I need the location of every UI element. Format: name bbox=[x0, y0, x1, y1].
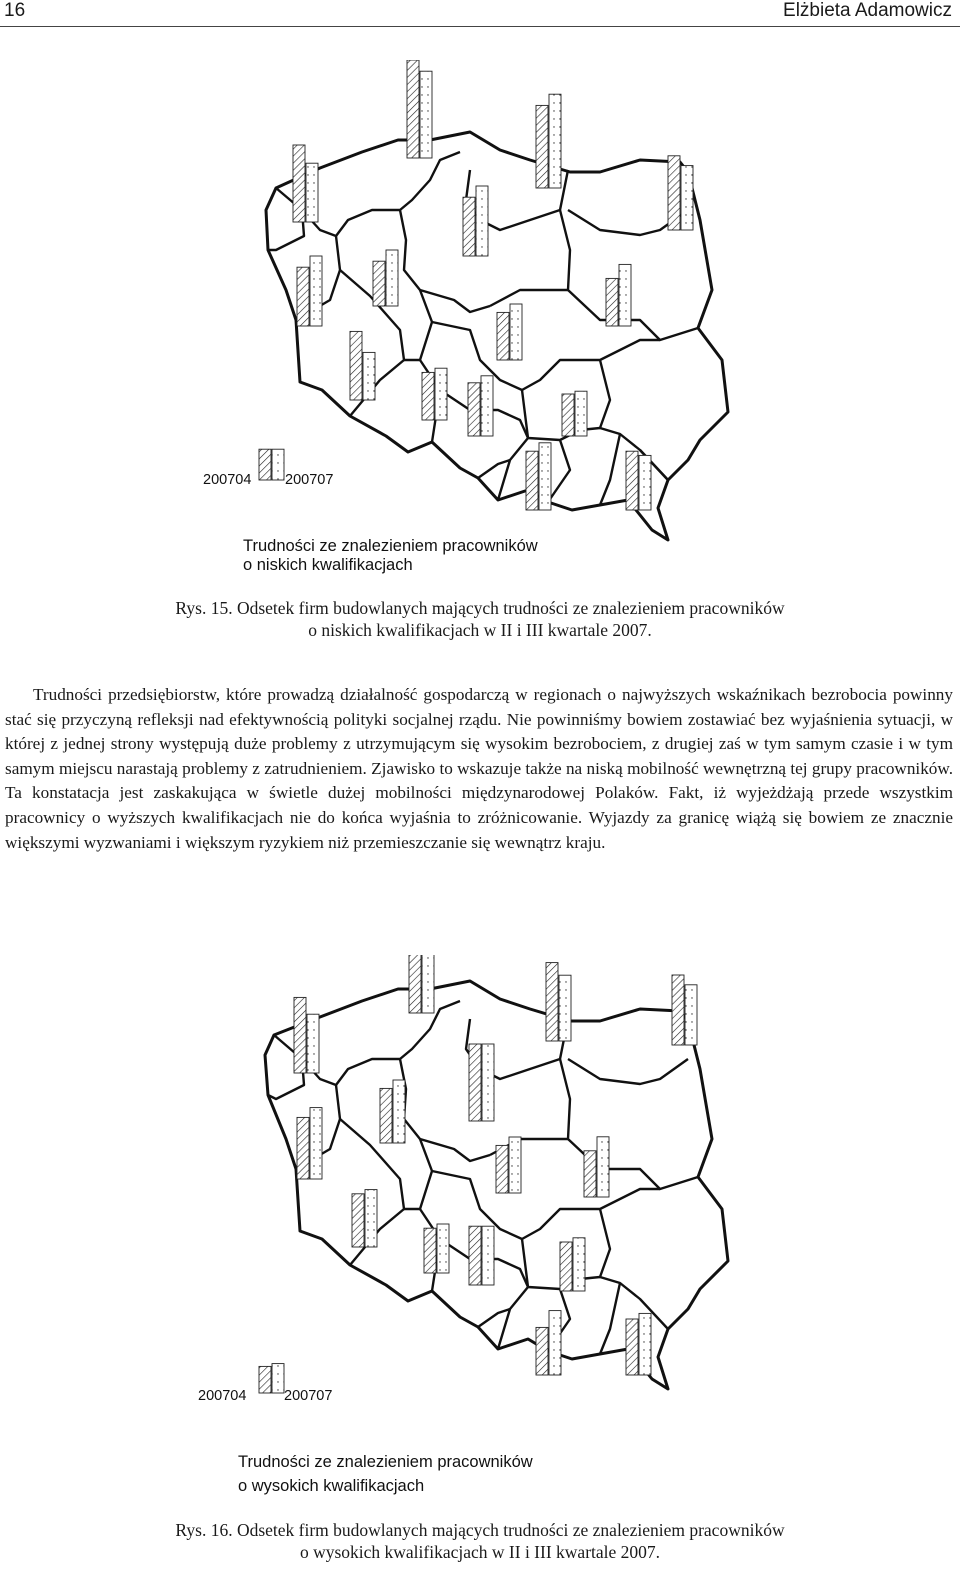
region-bars-6 bbox=[606, 264, 631, 326]
bar-200707 bbox=[597, 1137, 609, 1197]
bar-200704 bbox=[626, 451, 638, 510]
region-bars-2 bbox=[409, 955, 434, 1013]
bar-200704 bbox=[526, 451, 538, 510]
bar-200704 bbox=[606, 278, 618, 326]
bar-200707 bbox=[639, 455, 651, 510]
bar-200707 bbox=[272, 449, 284, 480]
region-bars-16 bbox=[259, 1364, 284, 1393]
region-bars-16 bbox=[259, 449, 284, 480]
bar-200704 bbox=[562, 394, 574, 436]
bar-200707 bbox=[482, 1226, 494, 1285]
bar-200704 bbox=[352, 1194, 364, 1247]
running-head-author: Elżbieta Adamowicz bbox=[783, 0, 952, 21]
region-bars-9 bbox=[352, 1190, 377, 1247]
map-title-line-1: Trudności ze znalezieniem pracowników bbox=[238, 1453, 533, 1471]
bar-200707 bbox=[306, 163, 318, 222]
region-bars-4 bbox=[380, 1080, 405, 1143]
legend-label-200704: 200704 bbox=[198, 1388, 247, 1404]
bar-200707 bbox=[481, 376, 493, 436]
bar-200707 bbox=[549, 94, 561, 188]
region-bars-4 bbox=[373, 250, 398, 306]
bar-200704 bbox=[497, 312, 509, 360]
region-bars-13 bbox=[562, 391, 587, 436]
bar-200704 bbox=[293, 145, 305, 222]
bar-200704 bbox=[294, 997, 306, 1073]
bar-200704 bbox=[350, 331, 362, 400]
figure-15-caption bbox=[0, 597, 960, 641]
bar-200707 bbox=[549, 1311, 561, 1375]
bar-200707 bbox=[420, 71, 432, 158]
bar-200707 bbox=[685, 985, 697, 1045]
bar-200707 bbox=[310, 256, 322, 326]
bar-200707 bbox=[435, 368, 447, 420]
bar-200707 bbox=[476, 186, 488, 256]
region-bars-8 bbox=[297, 1108, 322, 1179]
bar-200704 bbox=[259, 1366, 271, 1393]
bar-200704 bbox=[297, 267, 309, 326]
bar-200707 bbox=[272, 1364, 284, 1393]
region-bars-14 bbox=[536, 1311, 561, 1375]
region-bars-8 bbox=[297, 256, 322, 326]
map-legend bbox=[198, 1388, 533, 1495]
region-bars-3 bbox=[546, 963, 571, 1041]
region-bars-15 bbox=[626, 1313, 651, 1375]
legend-label-200707: 200707 bbox=[284, 1388, 333, 1404]
bar-200707 bbox=[363, 352, 375, 400]
bar-200704 bbox=[672, 975, 684, 1045]
bar-200707 bbox=[559, 975, 571, 1041]
bar-200704 bbox=[560, 1242, 572, 1291]
bar-200707 bbox=[575, 391, 587, 436]
region-bars-10 bbox=[422, 368, 447, 420]
bar-200704 bbox=[536, 105, 548, 188]
bar-200707 bbox=[437, 1224, 449, 1273]
bar-200704 bbox=[469, 1226, 481, 1285]
bar-200707 bbox=[393, 1080, 405, 1143]
bar-200704 bbox=[546, 963, 558, 1041]
region-bars-7 bbox=[672, 975, 697, 1045]
bar-200704 bbox=[259, 449, 271, 480]
bar-200704 bbox=[373, 261, 385, 306]
region-bars-9 bbox=[350, 331, 375, 400]
legend-label-200707: 200707 bbox=[285, 472, 334, 488]
region-bars-1 bbox=[294, 997, 319, 1073]
caption-line-2: o niskich kwalifikacjach w II i III kwartale 2007. bbox=[308, 620, 652, 640]
bar-200704 bbox=[380, 1088, 392, 1143]
region-bars-5 bbox=[469, 1044, 494, 1121]
body-text bbox=[5, 683, 953, 855]
bar-200707 bbox=[365, 1190, 377, 1247]
bar-200707 bbox=[681, 166, 693, 230]
bar-200704 bbox=[584, 1151, 596, 1197]
bar-200704 bbox=[668, 156, 680, 230]
map-title-line-2: o niskich kwalifikacjach bbox=[243, 556, 413, 574]
bar-200707 bbox=[573, 1238, 585, 1291]
bar-200704 bbox=[468, 383, 480, 436]
region-bars-1 bbox=[293, 145, 318, 222]
page-number: 16 bbox=[4, 0, 26, 21]
region-bars-11 bbox=[469, 1226, 494, 1285]
region-bars-2 bbox=[407, 60, 432, 158]
bar-200704 bbox=[536, 1327, 548, 1375]
body-paragraph: Trudności przedsiębiorstw, które prowadzą działalność gospodarczą w regionach o najwyższych wskaźnikach bezrobocia powinny stać się przyczyną refleksji nad efektywnością polityki socjalnej rządu. Nie powinniśmy bowiem zostawiać bez wyjaśnienia sytuacji, w której z jednej strony występują duże problemy z utrzymującym się wysokim bezrobociem, z drugiej zaś w tym samym czasie i w tym samym miejscu narastają problemy z zatrudnieniem. Zjawisko to wskazuje także na niską mobilność wewnętrzną tej grupy pracowników. Ta konstatacja jest zaskakująca w świetle dużej mobilności międzynarodowej Polaków. Fakt, iż wyjeżdżają przede wszystkim pracownicy o wyższych kwalifikacjach nie do końca wyjaśnia to zróżnicowanie. Wyjazdy za granicę wiążą się bowiem ze znacznie większymi wyzwaniami i większym ryzykiem niż przemieszczanie się wewnątrz kraju. bbox=[5, 685, 953, 852]
bar-200704 bbox=[496, 1145, 508, 1193]
bar-200704 bbox=[297, 1117, 309, 1179]
figure-map-high-skill bbox=[0, 955, 960, 1515]
region-bars-12 bbox=[497, 304, 522, 360]
bar-200704 bbox=[463, 197, 475, 256]
bar-200707 bbox=[307, 1014, 319, 1073]
bar-200707 bbox=[510, 304, 522, 360]
region-bar-charts bbox=[259, 60, 693, 510]
bar-200707 bbox=[310, 1108, 322, 1179]
caption-line-2: o wysokich kwalifikacjach w II i III kwartale 2007. bbox=[299, 1542, 661, 1562]
bar-200704 bbox=[424, 1228, 436, 1273]
bar-200707 bbox=[539, 443, 551, 510]
figure-16-caption bbox=[0, 1519, 960, 1563]
caption-line-1: Rys. 15. Odsetek firm budowlanych mających trudności ze znalezieniem pracowników bbox=[175, 598, 785, 618]
region-bars-15 bbox=[626, 451, 651, 510]
legend-label-200704: 200704 bbox=[203, 472, 252, 488]
region-bars-7 bbox=[668, 156, 693, 230]
bar-200704 bbox=[407, 60, 419, 158]
figure-map-low-skill bbox=[0, 60, 960, 600]
region-bars-14 bbox=[526, 443, 551, 510]
page-header bbox=[0, 0, 960, 27]
bar-200704 bbox=[422, 372, 434, 420]
bar-200704 bbox=[469, 1044, 481, 1121]
bar-200707 bbox=[509, 1137, 521, 1193]
bar-200707 bbox=[619, 264, 631, 326]
region-bars-11 bbox=[468, 376, 493, 436]
bar-200707 bbox=[386, 250, 398, 306]
bar-200707 bbox=[639, 1313, 651, 1375]
caption-line-1: Rys. 16. Odsetek firm budowlanych mających trudności ze znalezieniem pracowników bbox=[175, 1520, 785, 1540]
bar-200704 bbox=[409, 955, 421, 1013]
map-title-line-2: o wysokich kwalifikacjach bbox=[238, 1477, 425, 1495]
map-title-line-1: Trudności ze znalezieniem pracowników bbox=[243, 537, 538, 555]
region-bars-3 bbox=[536, 94, 561, 188]
bar-200707 bbox=[422, 955, 434, 1013]
bar-200707 bbox=[482, 1044, 494, 1121]
bar-200704 bbox=[626, 1319, 638, 1375]
